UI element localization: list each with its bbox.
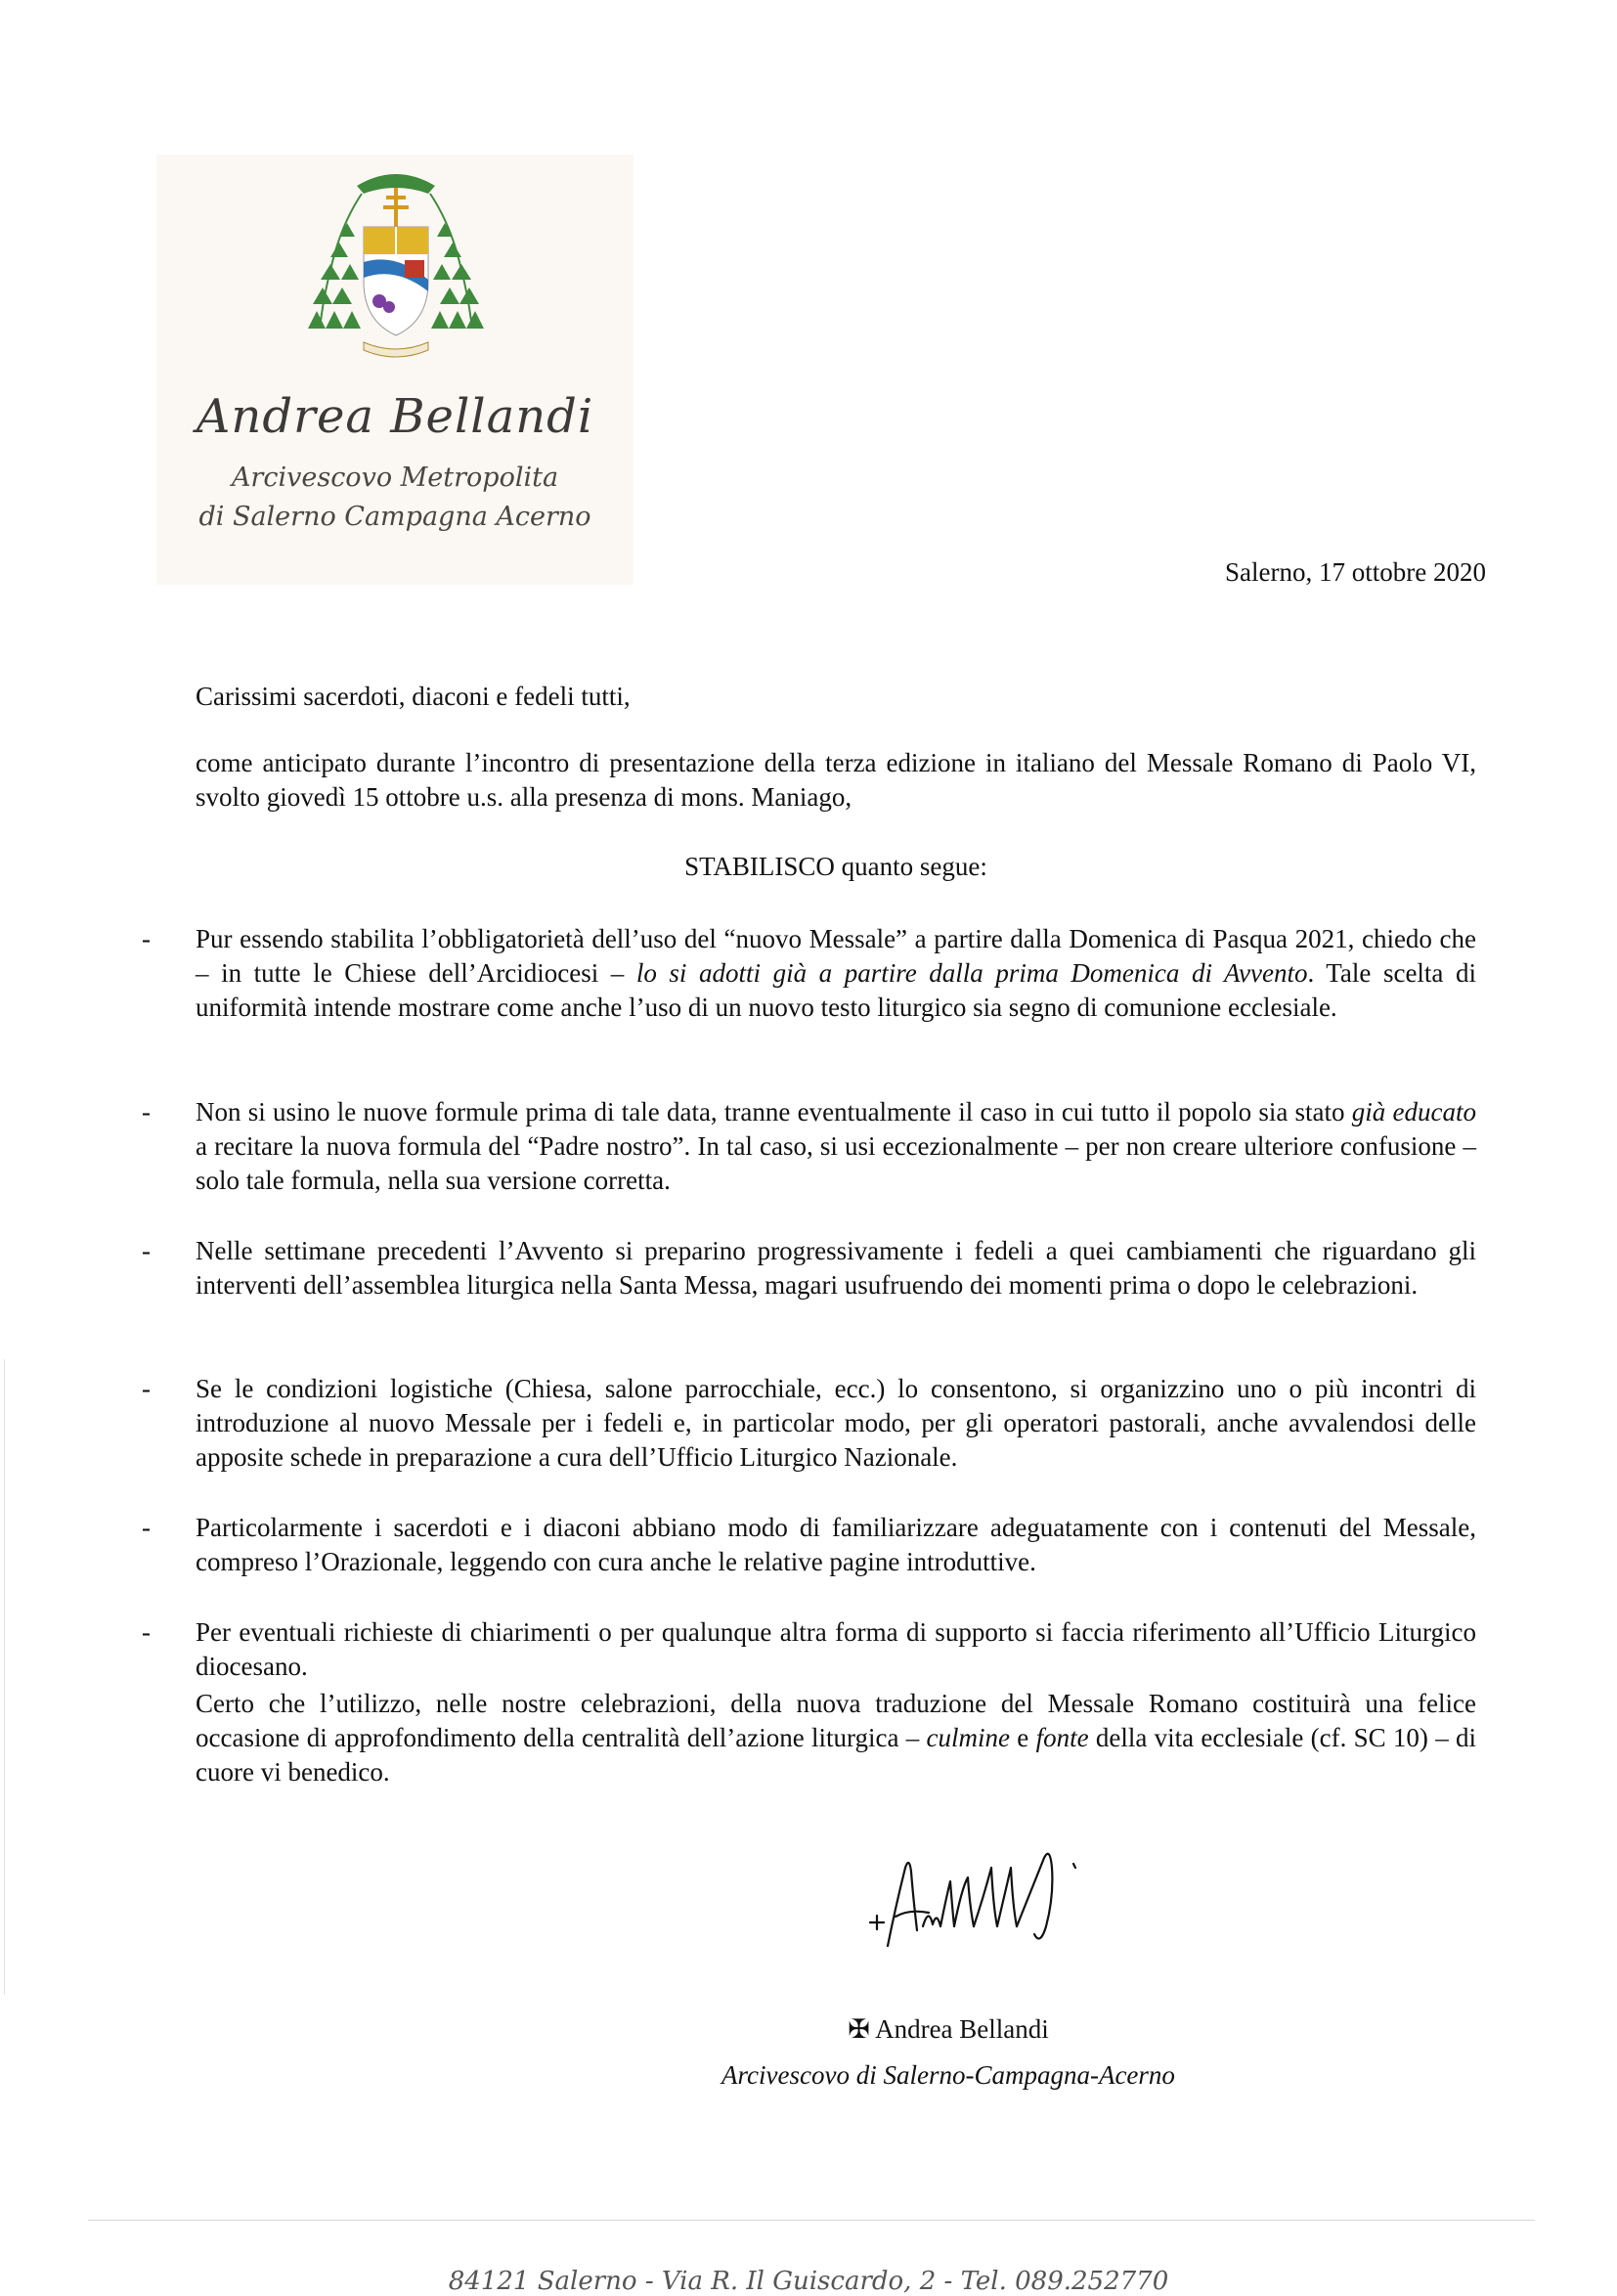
letterhead-title-line-1: Arcivescovo Metropolita	[231, 463, 559, 493]
list-item	[142, 1615, 1476, 1684]
list-dash: -	[142, 1374, 151, 1403]
list-item	[142, 1372, 1476, 1475]
letterhead	[156, 155, 634, 585]
letterhead-name: Andrea Bellandi	[196, 389, 594, 444]
signatory-role: Arcivescovo di Salerno-Campagna-Acerno	[721, 2060, 1175, 2090]
list-item-text: Particolarmente i sacerdoti e i diaconi abbiano modo di familiarizzare adeguatamente con i contenuti del Messale, compreso l’Orazionale, leggendo con cura anche le relative pagine introduttive.	[196, 1513, 1476, 1576]
intro-paragraph: come anticipato durante l’incontro di presentazione della terza edizione in italiano del Messale Romano di Paolo VI, svolto giovedì 15 ottobre u.s. alla presenza di mons. Maniago,	[196, 748, 1476, 812]
list-item	[142, 1095, 1476, 1198]
footer-address: 84121 Salerno - Via R. Il Guiscardo, 2 - Tel. 089.252770	[448, 2267, 1169, 2296]
signatory-name: ✠ Andrea Bellandi	[848, 2014, 1049, 2044]
list-item-text: Se le condizioni logistiche (Chiesa, salone parrocchiale, ecc.) lo consentono, si organizzino uno o più incontri di introduzione al nuovo Messale per i fedeli e, in particolar modo, per gli operatori pastorali, anche avvalendosi delle apposite schede in preparazione a cura dell’Ufficio Liturgico Nazionale.	[196, 1374, 1476, 1472]
letterhead-title-line-2: di Salerno Campagna Acerno	[198, 502, 591, 532]
list-dash: -	[142, 924, 151, 953]
list-dash: -	[142, 1236, 151, 1265]
salutation: Carissimi sacerdoti, diaconi e fedeli tutti,	[196, 682, 631, 711]
margin-line	[4, 1359, 5, 1995]
list-item	[142, 1234, 1476, 1303]
letter-date: Salerno, 17 ottobre 2020	[1225, 557, 1486, 587]
handwritten-signature	[860, 1829, 1124, 1965]
footer-divider	[88, 2220, 1535, 2221]
list-item	[142, 1511, 1476, 1579]
list-item-text: Nelle settimane precedenti l’Avvento si preparino progressivamente i fedeli a quei cambiamenti che riguardano gli interventi dell’assemblea liturgica nella Santa Messa, magari usufruendo dei momenti prima o dopo le celebrazioni.	[196, 1236, 1476, 1300]
closing-paragraph: Certo che l’utilizzo, nelle nostre celebrazioni, della nuova traduzione del Messale Romano costituirà una felice occasione di approfondimento della centralità dell’azione liturgica – culmine e fonte della vita ecclesiale (cf. SC 10) – di cuore vi benedico.	[196, 1689, 1476, 1787]
list-dash: -	[142, 1617, 151, 1647]
coat-of-arms-icon	[303, 164, 489, 370]
list-dash: -	[142, 1097, 151, 1126]
list-item-text: Per eventuali richieste di chiarimenti o per qualunque altra forma di supporto si faccia riferimento all’Ufficio Liturgico diocesano.	[196, 1617, 1476, 1681]
list-dash: -	[142, 1513, 151, 1542]
stabilisco-heading: STABILISCO quanto segue:	[684, 852, 987, 881]
list-item-text: Pur essendo stabilita l’obbligatorietà dell’uso del “nuovo Messale” a partire dalla Domenica di Pasqua 2021, chiedo che – in tutte le Chiese dell’Arcidiocesi – lo si adotti già a partire dalla prima Domenica di Avvento. Tale scelta di uniformità intende mostrare come anche l’uso di un nuovo testo liturgico sia segno di comunione ecclesiale.	[196, 924, 1476, 1022]
list-item-text: Non si usino le nuove formule prima di tale data, tranne eventualmente il caso in cui tutto il popolo sia stato già educato a recitare la nuova formula del “Padre nostro”. In tal caso, si usi eccezionalmente – per non creare ulteriore confusione – solo tale formula, nella sua versione corretta.	[196, 1097, 1476, 1195]
list-item	[142, 922, 1476, 1025]
